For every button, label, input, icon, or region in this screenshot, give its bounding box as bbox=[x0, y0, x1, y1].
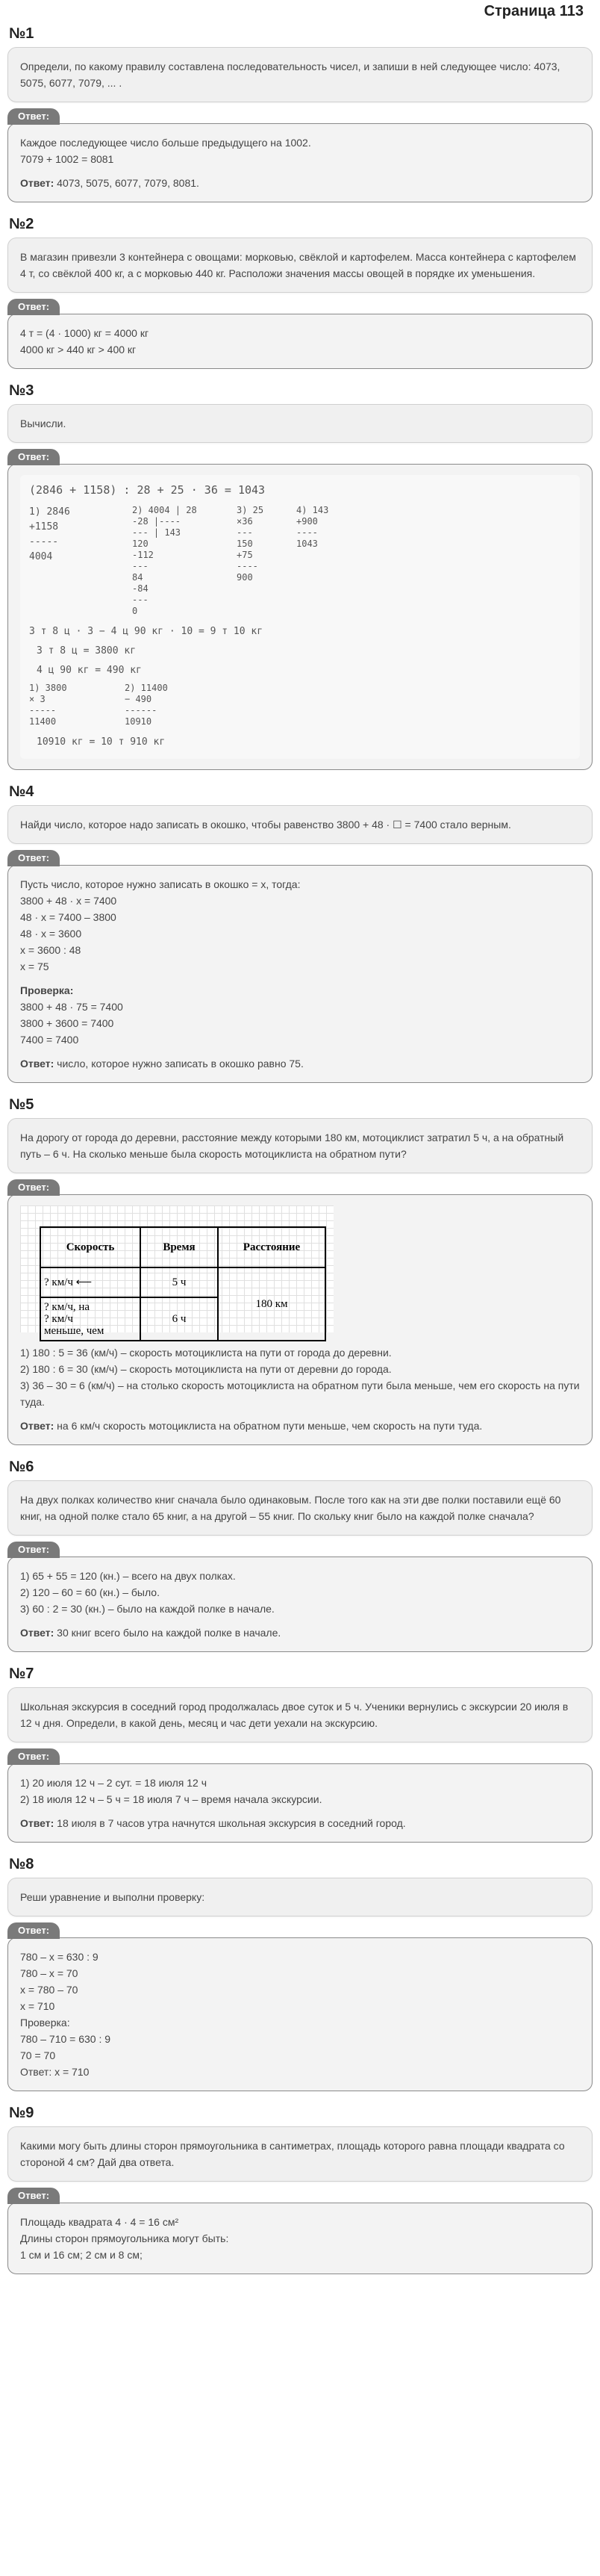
task-1 bbox=[0, 25, 600, 202]
answer-box bbox=[7, 314, 593, 369]
answer-line: 2) 120 – 60 = 60 (кн.) – было. bbox=[20, 1586, 160, 1598]
answer-line: 48 · х = 7400 – 3800 bbox=[20, 911, 116, 923]
task-2 bbox=[0, 216, 600, 369]
answer-tab: Ответ: bbox=[7, 449, 60, 465]
answer-line: Пусть число, которое нужно записать в окошко = х, тогда: bbox=[20, 878, 301, 890]
task-number: №1 bbox=[9, 25, 34, 42]
answer-line: Площадь квадрата 4 · 4 = 16 см² bbox=[20, 2216, 179, 2228]
task-8 bbox=[0, 1856, 600, 2091]
table-header: Время bbox=[140, 1227, 218, 1267]
task-6 bbox=[0, 1459, 600, 1652]
table-cell: 5 ч bbox=[140, 1267, 218, 1297]
check-line: 7400 = 7400 bbox=[20, 1034, 79, 1046]
question-text: Вычисли. bbox=[20, 418, 66, 429]
table-cell: ? км/ч, на ? км/ч меньше, чем bbox=[40, 1297, 140, 1341]
table-header: Расстояние bbox=[218, 1227, 325, 1267]
task-number: №9 bbox=[9, 2105, 34, 2121]
check-label: Проверка: bbox=[20, 984, 74, 996]
answer-tab: Ответ: bbox=[7, 1748, 60, 1765]
answer-value: на 6 км/ч скорость мотоциклиста на обратном пути меньше, чем скорость на пути туда. bbox=[54, 1420, 483, 1432]
short-condition-table-image bbox=[20, 1205, 334, 1337]
question-text: Какими могу быть длины сторон прямоугольника в сантиметрах, площадь которого равна площади квадрата со стороной 4 см? Дай два ответа. bbox=[20, 2140, 565, 2168]
answer-label: Ответ: bbox=[20, 177, 54, 189]
answer-tab: Ответ: bbox=[7, 108, 60, 125]
table-cell: 180 км bbox=[218, 1267, 325, 1341]
task-number: №8 bbox=[9, 1856, 34, 1872]
answer-line: 4000 кг > 440 кг > 400 кг bbox=[20, 344, 137, 356]
answer-final bbox=[20, 1055, 580, 1072]
question-text: Определи, по какому правилу составлена последовательность чисел, и запиши в ней следующее число: 4073, 5075, 6077, 7079, ... . bbox=[20, 60, 560, 89]
task-number: №2 bbox=[9, 216, 34, 232]
answer-final bbox=[20, 1418, 580, 1434]
answer-box bbox=[7, 2203, 593, 2274]
table-header: Скорость bbox=[40, 1227, 140, 1267]
answer-line: 2) 18 июля 12 ч – 5 ч = 18 июля 7 ч – время начала экскурсии. bbox=[20, 1793, 322, 1805]
question-text: Школьная экскурсия в соседний город продолжалась двое суток и 5 ч. Ученики вернулись с экскурсии 20 июля в 12 ч дня. Определи, в какой день, месяц и час дети уехали на экскурсию. bbox=[20, 1701, 569, 1729]
task-3 bbox=[0, 382, 600, 770]
answer-tab: Ответ: bbox=[7, 1922, 60, 1939]
question-text: Реши уравнение и выполни проверку: bbox=[20, 1891, 205, 1903]
question-text: В магазин привезли 3 контейнера с овощами: морковью, свёклой и картофелем. Масса контейнера с картофелем 4 т, со свёклой 400 кг, а с морковью 440 кг. Расположи значения массы овощей в порядке их уменьшения. bbox=[20, 251, 576, 279]
arrow-left-icon: ⟵ bbox=[75, 1276, 93, 1288]
answer-line: 4 т = (4 · 1000) кг = 4000 кг bbox=[20, 327, 149, 339]
answer-line: Ответ: х = 710 bbox=[20, 2066, 90, 2078]
check-line: 3800 + 48 · 75 = 7400 bbox=[20, 1001, 123, 1013]
hw-line: 4 ц 90 кг = 490 кг bbox=[37, 665, 142, 676]
answer-box bbox=[7, 1194, 593, 1445]
answer-line: Проверка: bbox=[20, 2017, 70, 2029]
table-cell: ? км/ч ⟵ bbox=[40, 1267, 140, 1297]
hw-line: 10910 кг = 10 т 910 кг bbox=[37, 736, 166, 748]
answer-final bbox=[20, 175, 580, 191]
answer-line: 7079 + 1002 = 8081 bbox=[20, 153, 114, 165]
question-text: На двух полках количество книг сначала было одинаковым. После того как на эти две полки поставили ещё 60 книг, на одной полке стало 65 книг, а на другой – 55 книг. По скольку книг было на каждой полке сначала? bbox=[20, 1494, 561, 1522]
hw-column: 1) 2846 +1158 ----- 4004 bbox=[29, 506, 70, 562]
hw-column: 1) 3800 × 3 ----- 11400 bbox=[29, 683, 67, 727]
question-box bbox=[7, 1878, 593, 1917]
task-number: №7 bbox=[9, 1666, 34, 1682]
answer-tab: Ответ: bbox=[7, 2188, 60, 2204]
question-box bbox=[7, 47, 593, 102]
hw-column: 4) 143 +900 ---- 1043 bbox=[296, 505, 329, 549]
answer-value: 30 книг всего было на каждой полке в начале. bbox=[54, 1627, 281, 1639]
answer-box bbox=[7, 464, 593, 770]
answer-line: 48 · х = 3600 bbox=[20, 928, 82, 940]
task-number: №3 bbox=[9, 382, 34, 399]
answer-label: Ответ: bbox=[20, 1817, 54, 1829]
answer-value: число, которое нужно записать в окошко равно 75. bbox=[54, 1058, 304, 1070]
answer-line: 1) 20 июля 12 ч – 2 сут. = 18 июля 12 ч bbox=[20, 1777, 207, 1789]
answer-line: 1 см и 16 см; 2 см и 8 см; bbox=[20, 2249, 143, 2261]
answer-box bbox=[7, 865, 593, 1083]
question-box bbox=[7, 404, 593, 443]
task-9 bbox=[0, 2105, 600, 2274]
short-condition-table bbox=[40, 1226, 326, 1341]
answer-line: 780 – х = 630 : 9 bbox=[20, 1951, 99, 1963]
answer-line: 3) 36 – 30 = 6 (км/ч) – на столько скорость мотоциклиста на обратном пути была меньше, чем его скорость на пути туда. bbox=[20, 1379, 580, 1408]
page-header bbox=[0, 0, 600, 25]
answer-label: Ответ: bbox=[20, 1058, 54, 1070]
hw-line: 3 т 8 ц · 3 − 4 ц 90 кг · 10 = 9 т 10 кг bbox=[29, 626, 263, 637]
answer-box bbox=[7, 1557, 593, 1652]
answer-tab: Ответ: bbox=[7, 299, 60, 315]
answer-line: х = 710 bbox=[20, 2000, 55, 2012]
answer-line: 780 – х = 70 bbox=[20, 1967, 78, 1979]
answer-line: х = 780 – 70 bbox=[20, 1984, 78, 1996]
task-4 bbox=[0, 783, 600, 1083]
answer-line: 3) 60 : 2 = 30 (кн.) – было на каждой полке в начале. bbox=[20, 1603, 275, 1615]
answer-value: 18 июля в 7 часов утра начнутся школьная экскурсия в соседний город. bbox=[54, 1817, 406, 1829]
answer-line: Каждое последующее число больше предыдущего на 1002. bbox=[20, 137, 311, 149]
hw-line: 3 т 8 ц = 3800 кг bbox=[37, 645, 137, 657]
question-text: Найди число, которое надо записать в окошко, чтобы равенство 3800 + 48 · ☐ = 7400 стало верным. bbox=[20, 819, 511, 831]
answer-line: 1) 65 + 55 = 120 (кн.) – всего на двух полках. bbox=[20, 1570, 236, 1582]
hw-column: 2) 4004 | 28 -28 |---- --- | 143 120 -112 --- 84 -84 --- 0 bbox=[132, 505, 197, 616]
task-7 bbox=[0, 1666, 600, 1843]
task-number: №4 bbox=[9, 783, 34, 800]
answer-line: х = 75 bbox=[20, 960, 49, 972]
answer-value: 4073, 5075, 6077, 7079, 8081. bbox=[54, 177, 199, 189]
answer-box bbox=[7, 1937, 593, 2091]
answer-line: х = 3600 : 48 bbox=[20, 944, 81, 956]
check-line: 3800 + 3600 = 7400 bbox=[20, 1017, 114, 1029]
answer-box bbox=[7, 123, 593, 202]
answer-label: Ответ: bbox=[20, 1627, 54, 1639]
question-box bbox=[7, 2126, 593, 2182]
question-text: На дорогу от города до деревни, расстояние между которыми 180 км, мотоциклист затратил 5 ч, а на обратный путь – 6 ч. На сколько меньше была скорость мотоциклиста на обратном пути? bbox=[20, 1132, 564, 1160]
answer-tab: Ответ: bbox=[7, 1542, 60, 1558]
answer-box bbox=[7, 1763, 593, 1843]
answer-line: Длины сторон прямоугольника могут быть: bbox=[20, 2232, 229, 2244]
question-box bbox=[7, 805, 593, 844]
question-box bbox=[7, 238, 593, 293]
task-number: №5 bbox=[9, 1096, 34, 1113]
answer-tab: Ответ: bbox=[7, 850, 60, 866]
answer-label: Ответ: bbox=[20, 1420, 54, 1432]
answer-tab: Ответ: bbox=[7, 1179, 60, 1196]
hw-column: 3) 25 ×36 --- 150 +75 ---- 900 bbox=[237, 505, 264, 583]
task-number: №6 bbox=[9, 1459, 34, 1475]
answer-line: 780 – 710 = 630 : 9 bbox=[20, 2033, 111, 2045]
answer-line: 1) 180 : 5 = 36 (км/ч) – скорость мотоциклиста на пути от города до деревни. bbox=[20, 1347, 392, 1359]
hw-column: 2) 11400 − 490 ------ 10910 bbox=[125, 683, 168, 727]
answer-line: 70 = 70 bbox=[20, 2049, 56, 2061]
answer-final bbox=[20, 1815, 580, 1831]
answer-final bbox=[20, 1624, 580, 1641]
answer-line: 2) 180 : 6 = 30 (км/ч) – скорость мотоциклиста на пути от деревни до города. bbox=[20, 1363, 392, 1375]
page-number: Страница 113 bbox=[484, 3, 584, 19]
question-box bbox=[7, 1118, 593, 1173]
answer-line: 3800 + 48 · х = 7400 bbox=[20, 895, 117, 907]
question-box bbox=[7, 1480, 593, 1536]
question-box bbox=[7, 1687, 593, 1742]
handwritten-solution-image bbox=[20, 475, 580, 759]
table-cell: 6 ч bbox=[140, 1297, 218, 1341]
task-5 bbox=[0, 1096, 600, 1445]
hw-expression: (2846 + 1158) : 28 + 25 · 36 = 1043 bbox=[29, 483, 266, 497]
